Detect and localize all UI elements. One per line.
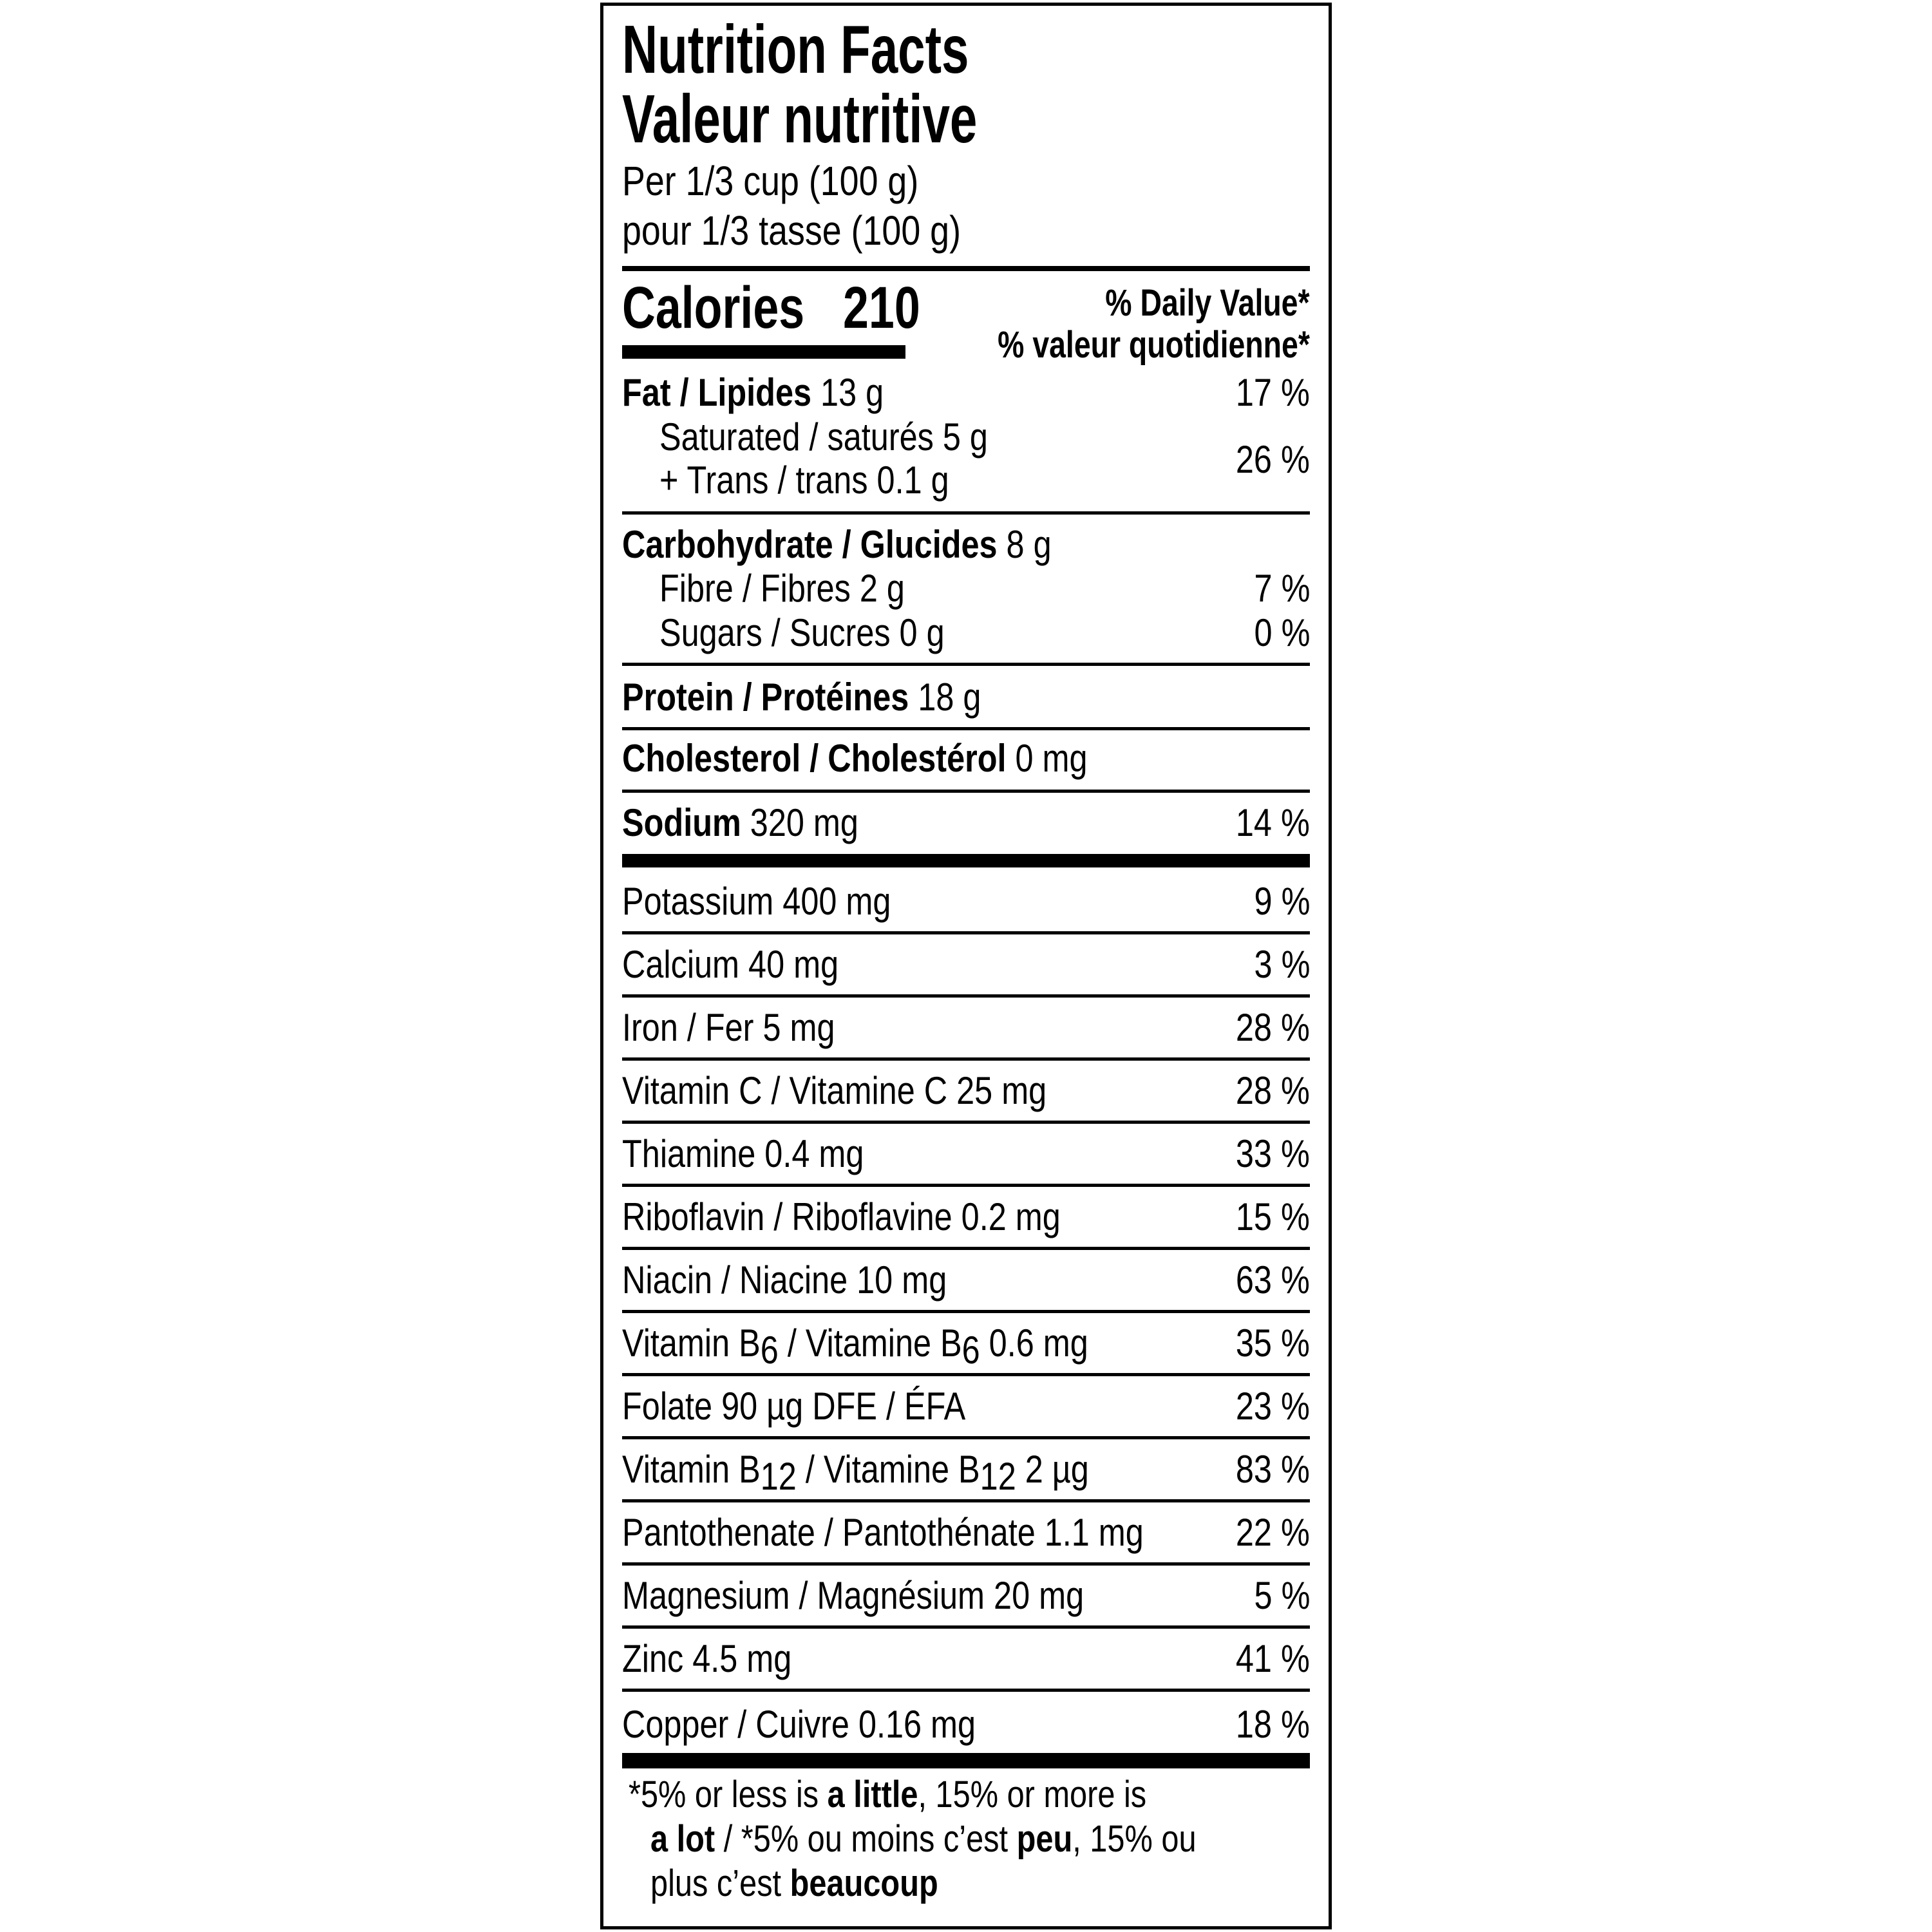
- divider: [622, 1562, 1310, 1566]
- thick-divider: [622, 854, 1310, 867]
- nutrient-label: Pantothenate / Pantothénate 1.1 mg: [622, 1511, 1144, 1554]
- divider: [622, 790, 1310, 793]
- daily-value-heading-french: % valeur quotidienne*: [998, 324, 1310, 366]
- nutrient-label: Vitamin $B_6$ / Vitamine $B_6$ 0.6 mg: [622, 1321, 1088, 1372]
- divider: [622, 663, 1310, 666]
- divider: [622, 1499, 1310, 1502]
- nutrient-dv: 41 %: [1236, 1637, 1310, 1680]
- divider: [622, 1373, 1310, 1376]
- title-english: Nutrition Facts: [622, 12, 969, 88]
- footnote-line-2: a lot / *5% ou moins c’est peu, 15% ou: [650, 1818, 1197, 1860]
- thick-divider: [622, 1753, 1310, 1768]
- nutrient-dv: 18 %: [1236, 1703, 1310, 1746]
- nutrient-label: Vitamin C / Vitamine C 25 mg: [622, 1069, 1047, 1112]
- nutrient-label: Vitamin $B_{12}$ / Vitamine $B_{12}$ 2 µg: [622, 1448, 1089, 1498]
- nutrient-label: Zinc 4.5 mg: [622, 1637, 792, 1680]
- nutrient-dv: 83 %: [1236, 1448, 1310, 1491]
- calories-value: 210: [843, 275, 920, 341]
- divider: [622, 511, 1310, 515]
- sodium-row: Sodium 320 mg 14 %: [622, 801, 1310, 844]
- title-french: Valeur nutritive: [622, 81, 978, 157]
- nutrient-label: Niacin / Niacine 10 mg: [622, 1258, 947, 1302]
- trans-row: + Trans / trans 0.1 g: [659, 459, 949, 502]
- nutrient-dv: 35 %: [1236, 1321, 1310, 1365]
- calories-bar: [622, 345, 905, 359]
- cholesterol-row: Cholesterol / Cholestérol 0 mg: [622, 737, 1088, 780]
- daily-value-heading-english: % Daily Value*: [1105, 282, 1310, 324]
- divider: [622, 1121, 1310, 1124]
- nutrient-dv: 28 %: [1236, 1006, 1310, 1049]
- micronutrient-row: [622, 1386, 1310, 1427]
- nutrient-label: Thiamine 0.4 mg: [622, 1132, 864, 1175]
- serving-size-french: pour 1/3 tasse (100 g): [622, 207, 961, 254]
- micronutrient-row: [622, 1704, 1310, 1745]
- divider: [622, 1689, 1310, 1692]
- nutrient-dv: 15 %: [1236, 1195, 1310, 1238]
- saturated-row: Saturated / saturés 5 g: [659, 415, 988, 459]
- saturated-trans-dv: 26 %: [1236, 438, 1310, 481]
- micronutrient-row: [622, 944, 1310, 985]
- calories-label: Calories: [622, 275, 805, 341]
- divider: [622, 1247, 1310, 1250]
- nutrient-label: Magnesium / Magnésium 20 mg: [622, 1574, 1084, 1617]
- protein-row: Protein / Protéines 18 g: [622, 676, 981, 719]
- footnote-line-1: *5% or less is a little, 15% or more is: [629, 1774, 1147, 1815]
- divider: [622, 931, 1310, 934]
- micronutrient-row: [622, 1007, 1310, 1048]
- micronutrient-row: [622, 1448, 1310, 1498]
- micronutrient-row: [622, 1575, 1310, 1616]
- divider: [622, 1310, 1310, 1313]
- nutrient-label: Folate 90 µg DFE / ÉFA: [622, 1385, 966, 1428]
- nutrient-dv: 63 %: [1236, 1258, 1310, 1302]
- micronutrient-row: [622, 1133, 1310, 1175]
- nutrient-dv: 33 %: [1236, 1132, 1310, 1175]
- divider: [622, 1625, 1310, 1629]
- micronutrient-row: [622, 1260, 1310, 1301]
- nutrient-dv: 23 %: [1236, 1385, 1310, 1428]
- footnote-line-3: plus c’est beaucoup: [650, 1862, 938, 1904]
- fibre-row: Fibre / Fibres 2 g 7 %: [659, 567, 1310, 610]
- sugars-row: Sugars / Sucres 0 g 0 %: [659, 611, 1310, 654]
- divider: [622, 727, 1310, 730]
- micronutrient-row: [622, 1512, 1310, 1553]
- nutrient-label: Calcium 40 mg: [622, 943, 839, 986]
- micronutrient-row: [622, 1638, 1310, 1680]
- nutrient-label: Riboflavin / Riboflavine 0.2 mg: [622, 1195, 1061, 1238]
- micronutrient-row: [622, 881, 1310, 922]
- fat-dv: 17 %: [1236, 371, 1310, 414]
- micronutrient-row: [622, 1070, 1310, 1112]
- divider: [622, 1184, 1310, 1187]
- nutrient-dv: 5 %: [1254, 1574, 1310, 1617]
- nutrient-label: Iron / Fer 5 mg: [622, 1006, 835, 1049]
- nutrient-dv: 22 %: [1236, 1511, 1310, 1554]
- carbohydrate-row: Carbohydrate / Glucides 8 g: [622, 523, 1052, 566]
- nutrient-label: Potassium 400 mg: [622, 880, 891, 923]
- micronutrient-row: [622, 1197, 1310, 1238]
- divider: [622, 266, 1310, 271]
- nutrient-dv: 28 %: [1236, 1069, 1310, 1112]
- divider: [622, 1057, 1310, 1061]
- nutrient-label: Copper / Cuivre 0.16 mg: [622, 1703, 976, 1746]
- divider: [622, 994, 1310, 998]
- nutrient-dv: 9 %: [1254, 880, 1310, 923]
- fat-row: Fat / Lipides 13 g 17 %: [622, 371, 1310, 414]
- nutrient-dv: 3 %: [1254, 943, 1310, 986]
- micronutrient-row: [622, 1321, 1310, 1372]
- serving-size-english: Per 1/3 cup (100 g): [622, 158, 919, 204]
- divider: [622, 1436, 1310, 1439]
